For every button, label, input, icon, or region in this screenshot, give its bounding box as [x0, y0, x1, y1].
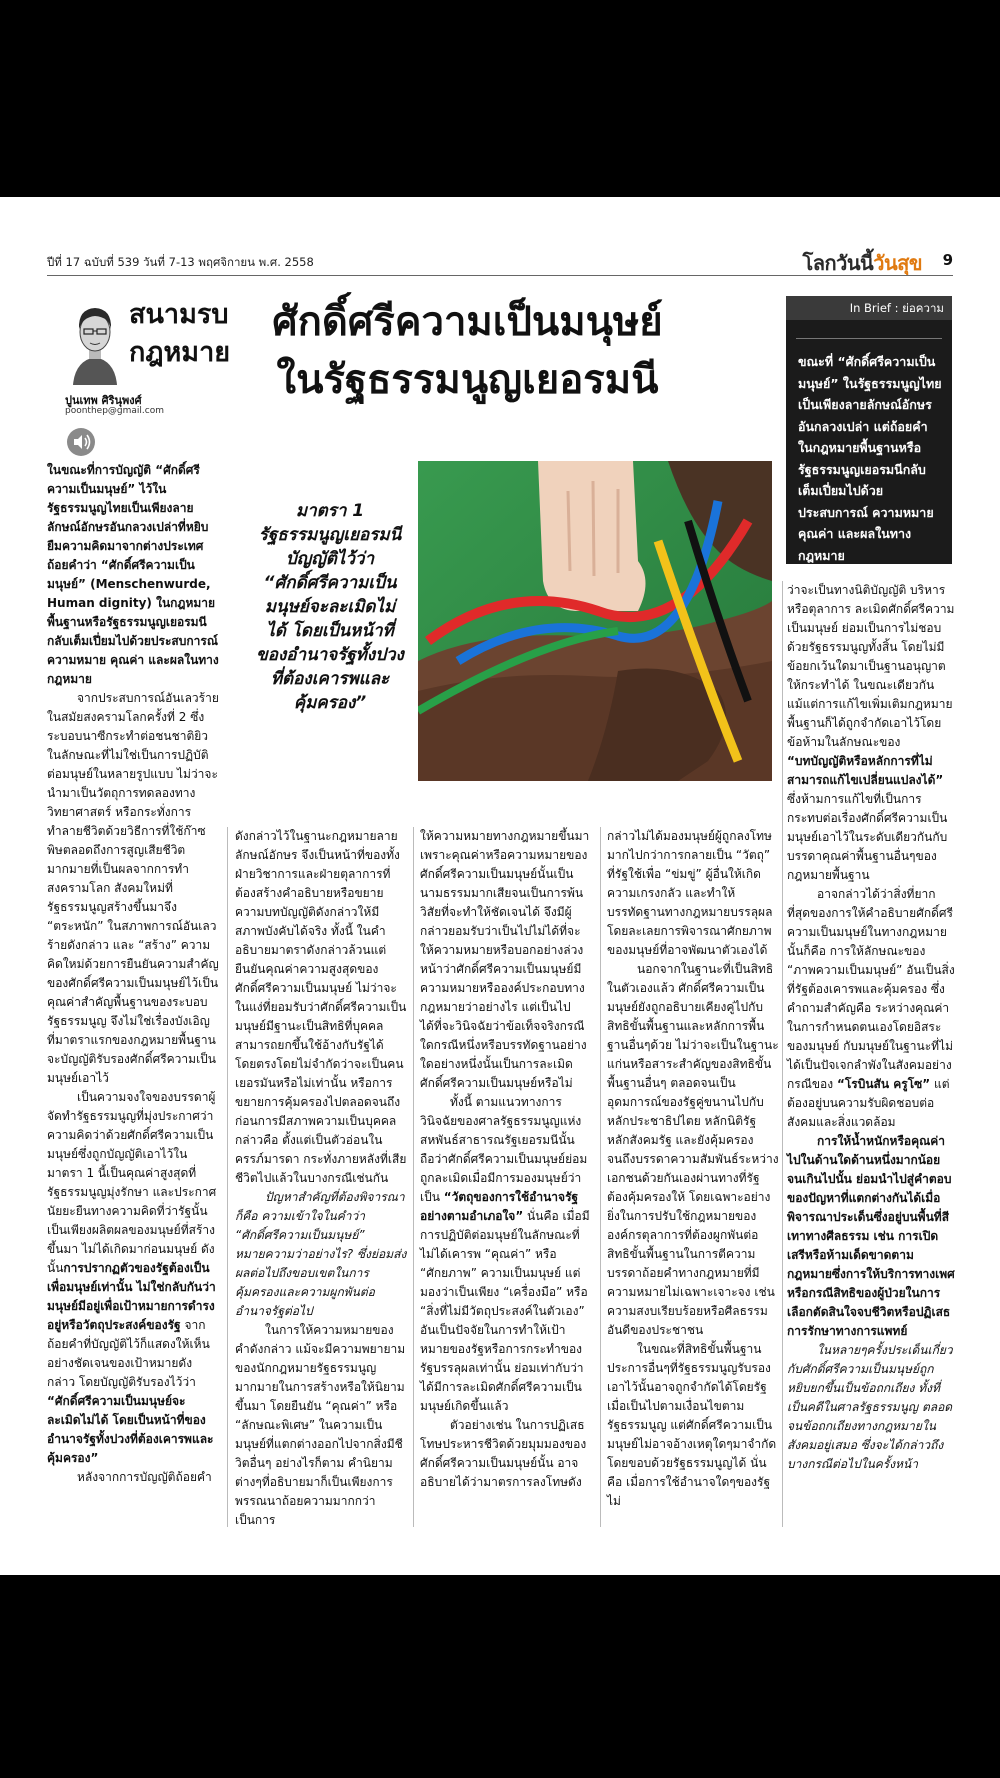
in-brief-tag: In Brief : ย่อความ	[786, 296, 952, 320]
hands-illustration	[418, 461, 772, 781]
in-brief-text: ขณะที่ “ศักดิ์ศรีความเป็นมนุษย์” ในรัฐธรรมนูญไทยเป็นเพียงลายลักษณ์อักษรอันกลวงเปล่า แต่ถ้อยคำในกฎหมายพื้นฐานหรือรัฐธรรมนูญเยอรมนีกลับเต็มเปี่ยมไปด้วยประสบการณ์ ความหมาย คุณค่า และผลในทางกฎหมาย	[798, 354, 942, 563]
headline-line2: ในรัฐธรรมนูญเยอรมนี	[276, 357, 659, 403]
article-column-3	[420, 827, 592, 1492]
column-divider	[600, 827, 601, 1527]
column-title-line1: สนามรบ	[129, 299, 229, 330]
paragraph: ให้ความหมายทางกฎหมายขึ้นมา เพราะคุณค่าหรือความหมายของศักดิ์ศรีความเป็นมนุษย์นั้นเป็นนามธรรมมากเสียจนเป็นการพ้นวิสัยที่จะทำให้ชัดเจนได้ จึงมีผู้กล่าวยอมรับว่าเป็นไปไม่ได้ที่จะให้ความหมายหรือบอกอย่างล่วงหน้าว่าศักดิ์ศรีความเป็นมนุษย์มีความหมายหรือองค์ประกอบทางกฎหมายว่าอย่างไร แต่เป็นไปได้ที่จะวินิจฉัยว่าข้อเท็จจริงกรณีใดกรณีหนึ่งหรือบรรทัดฐานอย่างใดอย่างหนึ่งนั้นเป็นการละเมิดศักดิ์ศรีความเป็นมนุษย์หรือไม่	[420, 829, 590, 1090]
column-divider	[782, 581, 783, 1527]
headline-line1: ศักดิ์ศรีความเป็นมนุษย์	[272, 299, 663, 345]
paragraph: ว่าจะเป็นทางนิติบัญญัติ บริหาร หรือตุลาการ ละเมิดศักดิ์ศรีความเป็นมนุษย์ ย่อมเป็นการไม่ชอบด้วยรัฐธรรมนูญทั้งสิ้น โดยไม่มีข้อยกเว้นใดมาเป็นฐานอนุญาตให้กระทำได้ ในขณะเดียวกันแม้แต่การแก้ไขเพิ่มเติมกฎหมายพื้นฐานก็ได้ถูกจำกัดเอาไว้โดยข้อห้ามในลักษณะของ “บทบัญญัติหรือหลักการที่ไม่สามารถแก้ไขเปลี่ยนแปลงได้” ซึ่งห้ามการแก้ไขที่เป็นการกระทบต่อเรื่องศักดิ์ศรีความเป็นมนุษย์เอาไว้ในระดับเดียวกันกับบรรดาคุณค่าพื้นฐานอื่นๆของกฎหมายพื้นฐาน	[787, 583, 955, 882]
page-number: 9	[942, 251, 953, 269]
paragraph: หลังจากการบัญญัติถ้อยคำ	[77, 1470, 212, 1484]
paragraph: เป็นความจงใจของบรรดาผู้จัดทำรัฐธรรมนูญที่มุ่งประกาศว่า ความคิดว่าด้วยศักดิ์ศรีความเป็นมนุษย์ซึ่งถูกบัญญัติเอาไว้ในมาตรา 1 นี้เป็นคุณค่าสูงสุดที่รัฐธรรมนูญมุ่งรักษา และประกาศนัยยะยืนทางความคิดที่ว่ารัฐนั้นเป็นเพียงผลิตผลของมนุษย์ที่สร้างขึ้นมา ไม่ได้เกิดมาก่อนมนุษย์ ดังนั้นการปรากฏตัวของรัฐต้องเป็นเพื่อมนุษย์เท่านั้น ไม่ใช่กลับกันว่ามนุษย์มีอยู่เพื่อเป้าหมายการดำรงอยู่หรือวัตถุประสงค์ของรัฐ จากถ้อยคำที่บัญญัติไว้ก็แสดงให้เห็นอย่างชัดเจนของเป้าหมายดังกล่าว โดยบัญญัติรับรองไว้ว่า “ศักดิ์ศรีความเป็นมนุษย์จะละเมิดไม่ได้ โดยเป็นหน้าที่ของอำนาจรัฐทั้งปวงที่ต้องเคารพและคุ้มครอง”	[47, 1090, 217, 1465]
masthead-accent: วันสุข	[873, 251, 922, 275]
masthead-main: โลกวันนี้	[802, 251, 874, 275]
author-email: poonthep@gmail.com	[65, 406, 164, 416]
paragraph: ทั้งนี้ ตามแนวทางการวินิจฉัยของศาลรัฐธรรมนูญแห่งสหพันธ์สาธารณรัฐเยอรมนีนั้น ถือว่าศักดิ์ศรีความเป็นมนุษย์ย่อมถูกละเมิดเมื่อมีการมองมนุษย์ว่าเป็น “วัตถุของการใช้อำนาจรัฐอย่างตามอำเภอใจ” นั่นคือ เมื่อมีการปฏิบัติต่อมนุษย์ในลักษณะที่ไม่ได้เคารพ “คุณค่า” หรือ “ศักยภาพ” ความเป็นมนุษย์ แต่มองว่าเป็นเพียง “เครื่องมือ” หรือ “สิ่งที่ไม่มีวัตถุประสงค์ในตัวเอง” อันเป็นปัจจัยในการทำให้เป้าหมายของรัฐหรือการกระทำของรัฐบรรลุผลเท่านั้น ย่อมเท่ากับว่าได้มีการละเมิดศักดิ์ศรีความเป็นมนุษย์เกิดขึ้นแล้ว	[420, 1095, 590, 1413]
pull-quote: มาตรา 1 รัฐธรรมนูญเยอรมนีบัญญัติไว้ว่า “ศักดิ์ศรีความเป็นมนุษย์จะละเมิดไม่ได้ โดยเป็นหน้าที่ของอำนาจรัฐทั้งปวงที่ต้องเคารพและคุ้มครอง”	[256, 501, 404, 713]
paragraph: ในขณะที่การบัญญัติ “ศักดิ์ศรีความเป็นมนุษย์” ไว้ในรัฐธรรมนูญไทยเป็นเพียงลายลักษณ์อักษรอันกลวงเปล่าที่หยิบยืมความคิดมาจากต่างประเทศ ถ้อยคำว่า “ศักดิ์ศรีความเป็นมนุษย์” (Menschenwurde, Human dignity) ในกฎหมายพื้นฐานหรือรัฐธรรมนูญเยอรมนีกลับเต็มเปี่ยมไปด้วยประสบการณ์ ความหมาย คุณค่า และผลในทางกฎหมาย	[47, 463, 219, 686]
paragraph: ตัวอย่างเช่น ในการปฏิเสธโทษประหารชีวิตด้วยมุมมองของศักดิ์ศรีความเป็นมนุษย์นั้น อาจอธิบายได้ว่ามาตรการลงโทษดัง	[420, 1418, 587, 1489]
author-box	[47, 299, 231, 421]
article-column-4	[607, 827, 779, 1511]
article-column-2	[235, 827, 407, 1530]
issue-line: ปีที่ 17 ฉบับที่ 539 วันที่ 7-13 พฤศจิกายน พ.ศ. 2558	[47, 255, 314, 269]
paragraph: ในหลายๆครั้งประเด็นเกี่ยวกับศักดิ์ศรีความเป็นมนุษย์ถูกหยิบยกขึ้นเป็นข้อถกเถียง ทั้งที่เป็นคดีในศาลรัฐธรรมนูญ ตลอดจนข้อถกเถียงทางกฎหมายในสังคมอยู่เสมอ ซึ่งจะได้กล่าวถึงบางกรณีต่อไปในครั้งหน้า	[787, 1343, 953, 1471]
paragraph: กล่าวไม่ได้มองมนุษย์ผู้ถูกลงโทษมากไปกว่าการกลายเป็น “วัตถุ” ที่รัฐใช้เพื่อ “ข่มขู่” ผู้อื่นให้เกิดความเกรงกลัว และทำให้บรรทัดฐานทางกฎหมายบรรลุผล โดยละเลยการพิจารณาศักยภาพของมนุษย์ที่อาจพัฒนาตัวเองได้	[607, 829, 773, 957]
in-brief-box	[786, 296, 952, 564]
paragraph: ในขณะที่สิทธิขั้นพื้นฐานประการอื่นๆที่รัฐธรรมนูญรับรองเอาไว้นั้นอาจถูกจำกัดได้โดยรัฐเมื่อเป็นไปตามเงื่อนไขตามรัฐธรรมนูญ แต่ศักดิ์ศรีความเป็นมนุษย์ไม่อาจอ้างเหตุใดๆมาจำกัดโดยขอบด้วยรัฐธรรมนูญได้ นั่นคือ เมื่อการใช้อำนาจใดๆของรัฐ ไม่	[607, 1342, 777, 1508]
article-headline	[255, 293, 680, 409]
paragraph: ดังกล่าวไว้ในฐานะกฎหมายลายลักษณ์อักษร จึงเป็นหน้าที่ของทั้งฝ่ายวิชาการและฝ่ายตุลาการที่ต้องสร้างคำอธิบายหรือขยายความบทบัญญัติดังกล่าวให้มีสภาพบังคับได้จริง ทั้งนี้ ในคำอธิบายมาตราดังกล่าวล้วนแต่ยืนยันคุณค่าความสูงสุดของศักดิ์ศรีความเป็นมนุษย์ ไม่ว่าจะในแง่ที่ยอมรับว่าศักดิ์ศรีความเป็นมนุษย์มีฐานะเป็นสิทธิที่บุคคลสามารถยกขึ้นใช้อ้างกับรัฐได้โดยตรงโดยไม่จำกัดว่าจะเป็นคนเยอรมันหรือไม่เท่านั้น หรือการขยายการคุ้มครองไปตลอดจนถึงก่อนการมีสภาพความเป็นบุคคล กล่าวคือ ตั้งแต่เป็นตัวอ่อนในครรภ์มารดา กระทั่งภายหลังที่เสียชีวิตไปแล้วในบางกรณีเช่นกัน	[235, 829, 407, 1185]
paragraph: จากประสบการณ์อันเลวร้ายในสมัยสงครามโลกครั้งที่ 2 ซึ่งระบอบนาซีกระทำต่อชนชาติยิวในลักษณะที่ไม่ใช่เป็นการปฏิบัติต่อมนุษย์ในหลายรูปแบบ ไม่ว่าจะนำมาเป็นวัตถุการทดลองทางวิทยาศาสตร์ หรือกระทั่งการทำลายชีวิตด้วยวิธีการที่ใช้ก๊าซพิษตลอดถึงการสูญเสียชีวิตมากมายที่เป็นผลจากการทำสงครามโลก สังคมใหม่ที่รัฐธรรมนูญสร้างขึ้นมาจึง “ตระหนัก” ในสภาพการณ์อันเลวร้ายดังกล่าว และ “สร้าง” ความคิดใหม่ด้วยการยืนยันความสำคัญของศักดิ์ศรีความเป็นมนุษย์ไว้เป็นคุณค่าสำคัญพื้นฐานของระบอบรัฐธรรมนูญ จึงไม่ใช่เรื่องบังเอิญที่มาตราแรกของกฎหมายพื้นฐานจะบัญญัติรับรองศักดิ์ศรีความเป็นมนุษย์เอาไว้	[47, 691, 219, 1085]
author-name: ปูนเทพ ศิรินุพงศ์	[65, 394, 142, 407]
article-column-5	[787, 581, 955, 1474]
paragraph: อาจกล่าวได้ว่าสิ่งที่ยากที่สุดของการให้คำอธิบายศักดิ์ศรีความเป็นมนุษย์ในทางกฎหมายนั้นก็คือ การให้ลักษณะของ “ภาพความเป็นมนุษย์” อันเป็นสิ่งที่รัฐต้องเคารพและคุ้มครอง ซึ่งคำถามสำคัญคือ ระหว่างคุณค่าในการกำหนดตนเองโดยอิสระของมนุษย์ กับมนุษย์ในฐานะที่ไม่ได้เป็นปัจเจกลำพังในสังคมอย่างกรณีของ “โรบินสัน ครูโซ” แต่ต้องอยู่บนความรับผิดชอบต่อสังคมและสิ่งแวดล้อม	[787, 887, 955, 1129]
in-brief-rule	[796, 338, 942, 339]
column-divider	[413, 827, 414, 1527]
article-column-1	[47, 461, 219, 1487]
column-title-line2: กฎหมาย	[129, 337, 231, 368]
newspaper-page	[0, 197, 1000, 1575]
speaker-icon	[67, 428, 95, 456]
author-portrait	[65, 299, 125, 385]
page-header	[0, 253, 1000, 277]
paragraph: ในการให้ความหมายของคำดังกล่าว แม้จะมีความพยายามของนักกฎหมายรัฐธรรมนูญมากมายในการสร้างหรือให้นิยามขึ้นมา โดยยืนยัน “คุณค่า” หรือ “ลักษณะพิเศษ” ในความเป็นมนุษย์ที่แตกต่างออกไปจากสิ่งมีชีวิตอื่นๆ อย่างไรก็ตาม คำนิยามต่างๆที่อธิบายมาก็เป็นเพียงการพรรณนาถ้อยความมากกว่าเป็นการ	[235, 1323, 406, 1527]
paragraph: การให้น้ำหนักหรือคุณค่าไปในด้านใดด้านหนึ่งมากน้อยจนเกินไปนั้น ย่อมนำไปสู่คำตอบของปัญหาที่แตกต่างกันได้เมื่อพิจารณาประเด็นซึ่งอยู่บนพื้นที่สีเทาทางศีลธรรม เช่น การเปิดเสรีหรือห้ามเด็ดขาดตามกฎหมายซึ่งการให้บริการทางเพศ หรือกรณีสิทธิของผู้ป่วยในการเลือกตัดสินใจจบชีวิตหรือปฏิเสธการรักษาทางการแพทย์	[787, 1134, 955, 1338]
paragraph: ปัญหาสำคัญที่ต้องพิจารณาก็คือ ความเข้าใจในคำว่า “ศักดิ์ศรีความเป็นมนุษย์” หมายความว่าอย่างไร? ซึ่งย่อมส่งผลต่อไปถึงขอบเขตในการคุ้มครองและความผูกพันต่ออำนาจรัฐต่อไป	[235, 1190, 407, 1318]
header-rule	[47, 275, 953, 276]
paragraph: นอกจากในฐานะที่เป็นสิทธิในตัวเองแล้ว ศักดิ์ศรีความเป็นมนุษย์ยังถูกอธิบายเคียงคู่ไปกับสิทธิขั้นพื้นฐานและหลักการพื้นฐานอื่นๆด้วย ไม่ว่าจะเป็นในฐานะแก่นหรือสาระสำคัญของสิทธิขั้นพื้นฐานอื่นๆ ตลอดจนเป็นอุดมการณ์ของรัฐคู่ขนานไปกับหลักประชาธิปไตย หลักนิติรัฐ หลักสังคมรัฐ และยังคุ้มครองจนถึงบรรดาความสัมพันธ์ระหว่างเอกชนด้วยกันเองผ่านทางที่รัฐต้องคุ้มครองให้ โดยเฉพาะอย่างยิ่งในการปรับใช้กฎหมายขององค์กรตุลาการที่ต้องผูกพันต่อสิทธิขั้นพื้นฐานในการตีความบรรดาถ้อยคำทางกฎหมายที่มีความหมายไม่เฉพาะเจาะจง เช่น ความสงบเรียบร้อยหรือศีลธรรมอันดีของประชาชน	[607, 962, 779, 1337]
column-divider	[227, 827, 228, 1527]
